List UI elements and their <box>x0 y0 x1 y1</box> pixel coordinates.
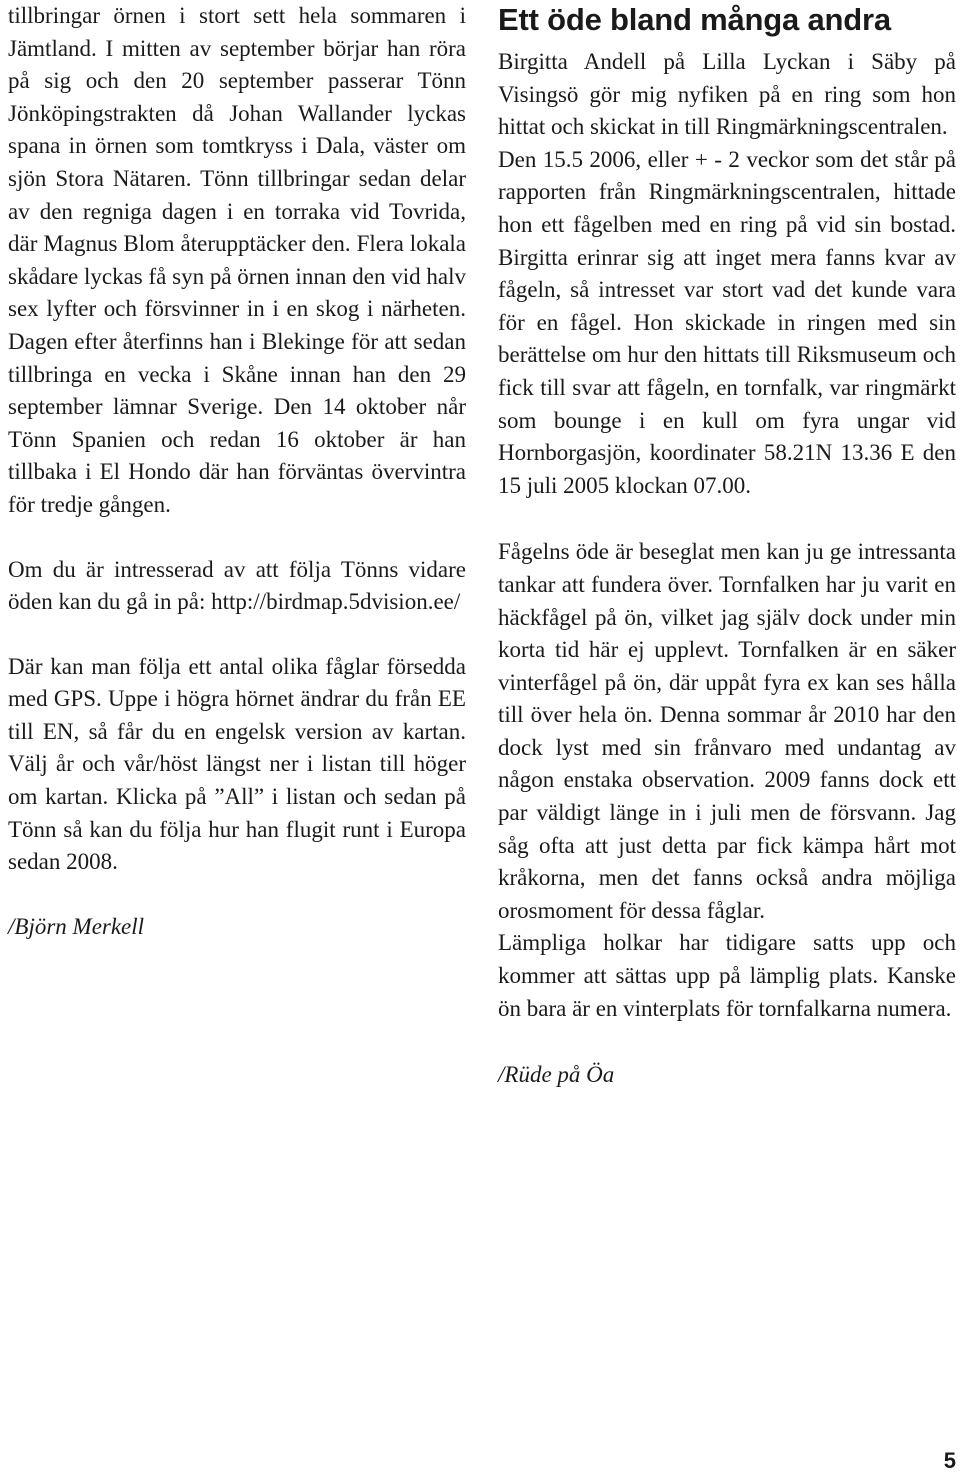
author-signature: /Björn Merkell <box>8 913 145 939</box>
reflection-paragraph: Fågelns öde är beseglat men kan ju ge intressanta tankar att fundera över. Tornfalken har ju varit en häckfågel på ön, vilket jag själv dock under min korta tid här ej upplevt. Tornfalken är en säker vinterfågel på ön, där uppåt fyra ex kan ses hålla till över hela ön. Denna sommar år 2010 har den dock lyst med sin frånvaro med undantag av någon enstaka observation. 2009 fanns dock ett par väldigt länge in i juli men de försvann. Jag såg ofta att just detta par fick kämpa hårt mot kråkorna, men det fanns också andra möjliga orosmoment för dessa fåglar. <box>498 539 956 923</box>
ring-report-paragraph: Den 15.5 2006, eller + - 2 veckor som det står på rapporten från Ringmärkningscentralen, hittade hon ett fågelben med en ring på vid sin bostad. Birgitta erinrar sig att inget mera fanns kvar av fågeln, så intresset var stort vad det kunde vara för en fågel. Hon skickade in ringen med sin berättelse om hur den hittats till Riksmuseum och fick till svar att fågeln, en tornfalk, var ringmärkt som bounge i en kull om fyra ungar vid Hornborgasjön, koordinater 58.21N 13.36 E den 15 juli 2005 klockan 07.00. <box>498 146 956 498</box>
instructions-paragraph: Där kan man följa ett antal olika fåglar försedda med GPS. Uppe i högra hörnet ändrar du från EE till EN, så får du en engelsk version av kartan. Välj år och vår/höst längst ner i listan till höger om kartan. Klicka på ”All” i listan och sedan på Tönn så kan du följa hur han flugit runt i Europa sedan 2008. <box>8 653 466 875</box>
article-heading: Ett öde bland många andra <box>498 2 891 37</box>
nest-boxes-paragraph: Lämpliga holkar har tidigare satts upp och kommer att sättas upp på lämplig plats. Kanske ön bara är en vinterplats för tornfalkarna numera. <box>498 930 956 1021</box>
right-column <box>498 0 956 1092</box>
left-column <box>8 0 466 943</box>
author-signature-right: /Rüde på Öa <box>498 1062 615 1088</box>
intro-paragraph: Birgitta Andell på Lilla Lyckan i Säby på Visingsö gör mig nyfiken på en ring som hon hittat och skickat in till Ringmärkningscentralen. <box>498 49 956 140</box>
link-info-paragraph: Om du är intresserad av att följa Tönns vidare öden kan du gå in på: http://birdmap.5dvision.ee/ <box>8 556 466 615</box>
article-continuation-paragraph: tillbringar örnen i stort sett hela sommaren i Jämtland. I mitten av september börjar han röra på sig och den 20 september passerar Tönn Jönköpingstrakten då Johan Wallander lyckas spana in örnen som tomtkryss i Dala, väster om sjön Stora Nätaren. Tönn tillbringar sedan delar av den regniga dagen i en torraka vid Tovrida, där Magnus Blom återupptäcker den. Flera lokala skådare lyckas få syn på örnen innan den vid halv sex lyfter och försvinner in i en skog i närheten. Dagen efter återfinns han i Blekinge för att sedan tillbringa en vecka i Skåne innan han den 29 september lämnar Sverige. Den 14 oktober når Tönn Spanien och redan 16 oktober är han tillbaka i El Hondo där han förväntas övervintra för tredje gången. <box>8 3 466 517</box>
page-number: 5 <box>943 1448 956 1473</box>
